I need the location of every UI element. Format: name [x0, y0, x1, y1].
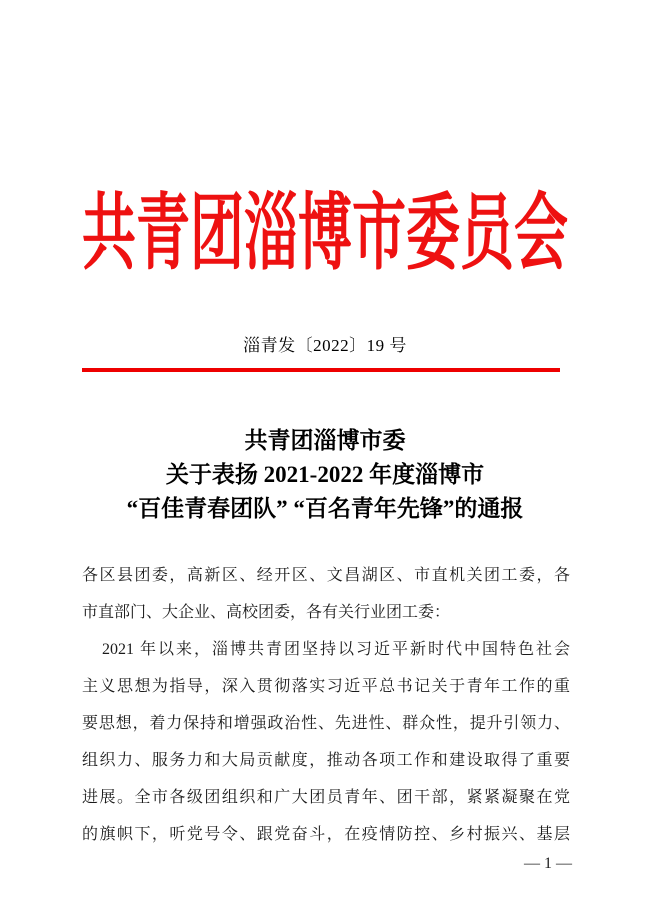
document-title: [0, 424, 650, 526]
masthead-title: 共青团淄博市委员会: [82, 186, 568, 280]
page-number: — 1 —: [524, 855, 572, 872]
document-title-line: 共青团淄博市委: [244, 428, 406, 453]
body-line: 市直部门、大企业、高校团委，各有关行业团工委：: [82, 604, 451, 621]
body-line: 要思想，着力保持和增强政治性、先进性、群众性，提升引领力、: [82, 715, 570, 732]
body-line: 2021 年以来，淄博共青团坚持以习近平新时代中国特色社会: [102, 641, 570, 658]
document-title-line: 关于表扬 2021-2022 年度淄博市: [165, 462, 485, 487]
body-line: 主义思想为指导，深入贯彻落实习近平总书记关于青年工作的重: [82, 678, 570, 695]
document-title-line: “百佳青春团队” “百名青年先锋”的通报: [126, 496, 524, 521]
document-body: [82, 557, 570, 853]
body-line: 组织力、服务力和大局贡献度，推动各项工作和建设取得了重要: [82, 752, 570, 769]
red-divider-line: [82, 368, 560, 372]
body-line: 各区县团委，高新区、经开区、文昌湖区、市直机关团工委，各: [82, 567, 570, 584]
document-number: 淄青发〔2022〕19 号: [243, 336, 407, 355]
body-line: 的旗帜下，听党号令、跟党奋斗，在疫情防控、乡村振兴、基层: [82, 826, 570, 843]
body-line: 进展。全市各级团组织和广大团员青年、团干部，紧紧凝聚在党: [82, 789, 570, 806]
